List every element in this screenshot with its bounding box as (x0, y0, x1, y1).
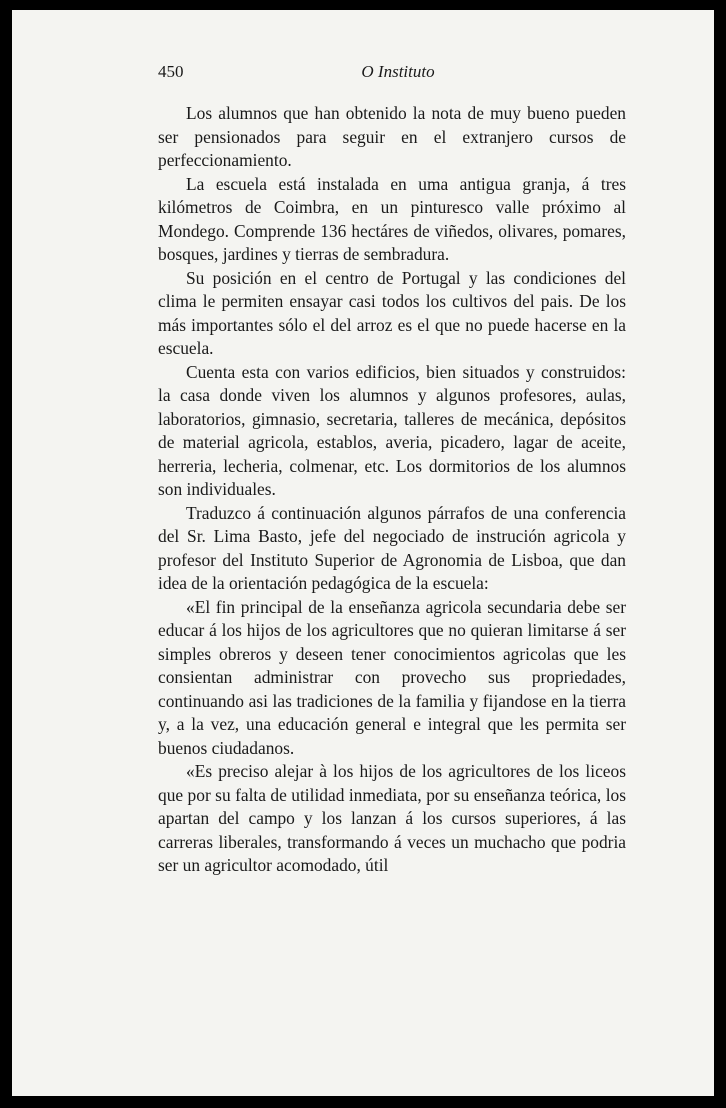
paragraph: Su posición en el centro de Portugal y las condiciones del clima le permiten ensayar casi todos los cultivos del pais. De los más importantes sólo el del arroz es el que no puede hacerse en la escuela. (158, 267, 626, 358)
page-number: 450 (158, 62, 184, 81)
paragraph: Los alumnos que han obtenido la nota de muy bueno pueden ser pensionados para seguir en el extranjero cursos de perfeccionamiento. (158, 103, 626, 170)
body-text (158, 102, 626, 878)
paragraph: Traduzco á continuación algunos párrafos de una conferencia del Sr. Lima Basto, jefe del negociado de instrución agricola y profesor del Instituto Superior de Agronomia de Lisboa, que dan idea de la orientación pedagógica de la escuela: (158, 502, 626, 593)
paragraph: «Es preciso alejar à los hijos de los agricultores de los liceos que por su falta de utilidad inmediata, por su enseñanza teórica, los apartan del campo y los lanzan á los cursos superiores, á las carreras liberales, transformando á veces un muchacho que podria ser un agricultor acomodado, útil (158, 761, 626, 875)
running-title: O Instituto (361, 62, 435, 81)
paragraph: La escuela está instalada en uma antigua granja, á tres kilómetros de Coimbra, en un pinturesco valle próximo al Mondego. Comprende 136 hectáres de viñedos, olivares, pomares, bosques, jardines y tierras de sembradura. (158, 173, 626, 264)
page (12, 10, 714, 1096)
paragraph: «El fin principal de la enseñanza agricola secundaria debe ser educar á los hijos de los agricultores que no quieran limitarse á ser simples obreros y deseen tener conocimientos agricolas que les consientan administrar con provecho sus propriedades, continuando asi las tradiciones de la familia y fijandose en la tierra y, a la vez, una educación general e integral que les permita ser buenos ciudadanos. (158, 596, 626, 758)
paragraph: Cuenta esta con varios edificios, bien situados y construidos: la casa donde viven los alumnos y algunos profesores, aulas, laboratorios, gimnasio, secretaria, talleres de mecánica, depósitos de material agricola, establos, averia, picadero, lagar de aceite, herreria, lecheria, colmenar, etc. Los dormitorios de los alumnos son individuales. (158, 361, 626, 499)
page-header (158, 62, 638, 88)
